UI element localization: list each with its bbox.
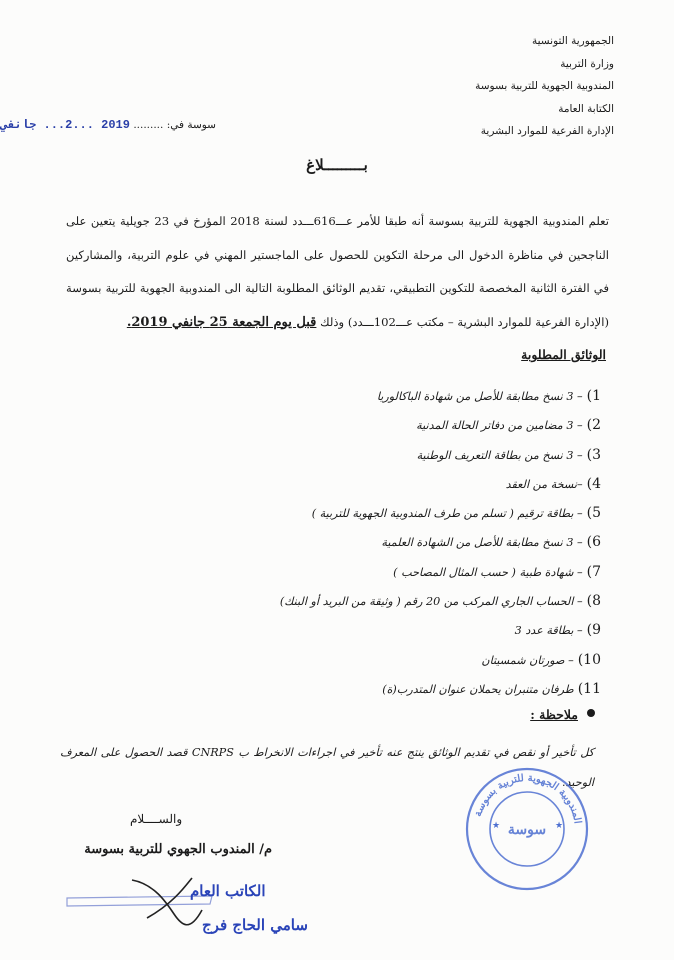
- list-item-text: – شهادة طبية ( حسب المثال المصاحب ): [393, 565, 583, 579]
- list-item-number: 2): [586, 417, 601, 434]
- required-documents-heading: الوثائق المطلوبة: [521, 347, 606, 362]
- list-item: [60, 528, 601, 557]
- bullet-icon: [587, 709, 595, 717]
- list-item: [60, 499, 601, 528]
- list-item-number: 6): [586, 534, 601, 551]
- list-item: [60, 587, 601, 616]
- required-documents-list: [60, 382, 601, 704]
- list-item-text: – بطاقة عدد 3: [514, 624, 583, 638]
- announcement-paragraph: تعلم المندوبية الجهوية للتربية بسوسة أنه طبقا للأمر عـــ616ـــدد لسنة 2018 المؤرخ في 23 جويلية يتعين على الناجحين في مناظرة الدخول الى مرحلة التكوين للحصول على الماجستير المهني في علوم التربية، والمشاركين في الفترة الثانية المخصصة للتكوين التطبيقي، تقديم الوثائق المطلوبة التالية الى المندوبية الجهوية للتربية بسوسة (الإدارة الفرعية للموارد البشرية – مكتب عـــ102ـــدد) وذلك: [66, 214, 609, 329]
- signature-stamp: [62, 874, 308, 944]
- signer-title: م/ المندوب الجهوي للتربية بسوسة: [84, 842, 272, 857]
- list-item-number: 7): [586, 563, 601, 580]
- seal-star-icon: ★: [492, 821, 501, 831]
- list-item-text: – 3 نسخ من بطاقة التعريف الوطنية: [416, 448, 583, 462]
- list-item-text: – بطاقة ترقيم ( تسلم من طرف المندوبية الجهوية للتربية ): [311, 507, 583, 521]
- signature-stamp-name: سامي الحاج فرج: [202, 916, 308, 934]
- list-item: [60, 470, 601, 499]
- list-item-number: 5): [586, 505, 601, 522]
- list-item: [60, 616, 601, 645]
- closing-greeting: والســــلام: [130, 812, 183, 826]
- seal-ring-text: المندوبية الجهوية للتربية بسوسة: [472, 772, 583, 825]
- official-seal: [462, 766, 592, 892]
- signature-stamp-title: الكاتب العام: [190, 882, 266, 900]
- list-item: [60, 411, 601, 440]
- list-item-text: – صورتان شمسيتان: [481, 653, 574, 667]
- list-item: [60, 675, 601, 704]
- note-heading: ملاحظة :: [530, 707, 578, 722]
- date-line: [0, 114, 216, 136]
- list-item-text: –نسخة من العقد: [505, 477, 583, 491]
- date-label: سوسة في: .........: [133, 119, 216, 131]
- list-item-text: – 3 مضامين من دفاتر الحالة المدنية: [416, 419, 583, 433]
- deadline-text: قبل يوم الجمعة 25 جانفي 2019.: [126, 314, 317, 330]
- svg-text:المندوبية الجهوية للتربية بسوس: [473, 773, 583, 825]
- list-item-number: 4): [586, 475, 601, 492]
- list-item-number: 11): [577, 680, 601, 697]
- page-title: بـــــــــلاغ: [306, 156, 368, 174]
- list-item-text: طرفان متنبران يحملان عنوان المتدرب(ة): [382, 682, 574, 696]
- letterhead-line-hr-department: الإدارة الفرعية للموارد البشرية: [480, 125, 614, 137]
- letterhead-line-regional-office: المندوبية الجهوية للتربية بسوسة: [475, 80, 614, 92]
- letterhead-line-general-secretariat: الكتابة العامة: [558, 102, 614, 115]
- list-item: [60, 558, 601, 587]
- list-item-number: 9): [586, 622, 601, 639]
- seal-star-icon: ★: [555, 821, 564, 831]
- list-item: [60, 382, 601, 411]
- letterhead: [354, 30, 614, 143]
- letterhead-line-republic: الجمهورية التونسية: [532, 35, 614, 47]
- list-item: [60, 441, 601, 470]
- list-item-number: 8): [586, 593, 601, 610]
- list-item-text: – 3 نسخ مطابقة للأصل من شهادة الباكالوريا: [376, 390, 583, 403]
- seal-center-text: سوسة: [507, 822, 547, 838]
- list-item-text: – الحساب الجاري المركب من 20 رقم ( وثيقة من البريد أو البنك): [279, 595, 583, 609]
- note-text: كل تأخير أو نقص في تقديم الوثائق ينتج عنه تأخير في اجراءات الانخراط ب CNRPS قصد الحصول على المعرف الوحيد.: [60, 746, 594, 789]
- list-item-number: 10): [577, 651, 601, 668]
- announcement-body: [66, 205, 609, 339]
- date-stamp: 2019 ...2... جانفي: [0, 118, 130, 132]
- list-item-text: – 3 نسخ مطابقة للأصل من الشهادة العلمية: [381, 536, 583, 550]
- list-item-number: 1): [586, 388, 601, 404]
- list-item-number: 3): [586, 446, 601, 463]
- list-item: [60, 646, 601, 675]
- letterhead-line-ministry: وزارة التربية: [560, 57, 614, 70]
